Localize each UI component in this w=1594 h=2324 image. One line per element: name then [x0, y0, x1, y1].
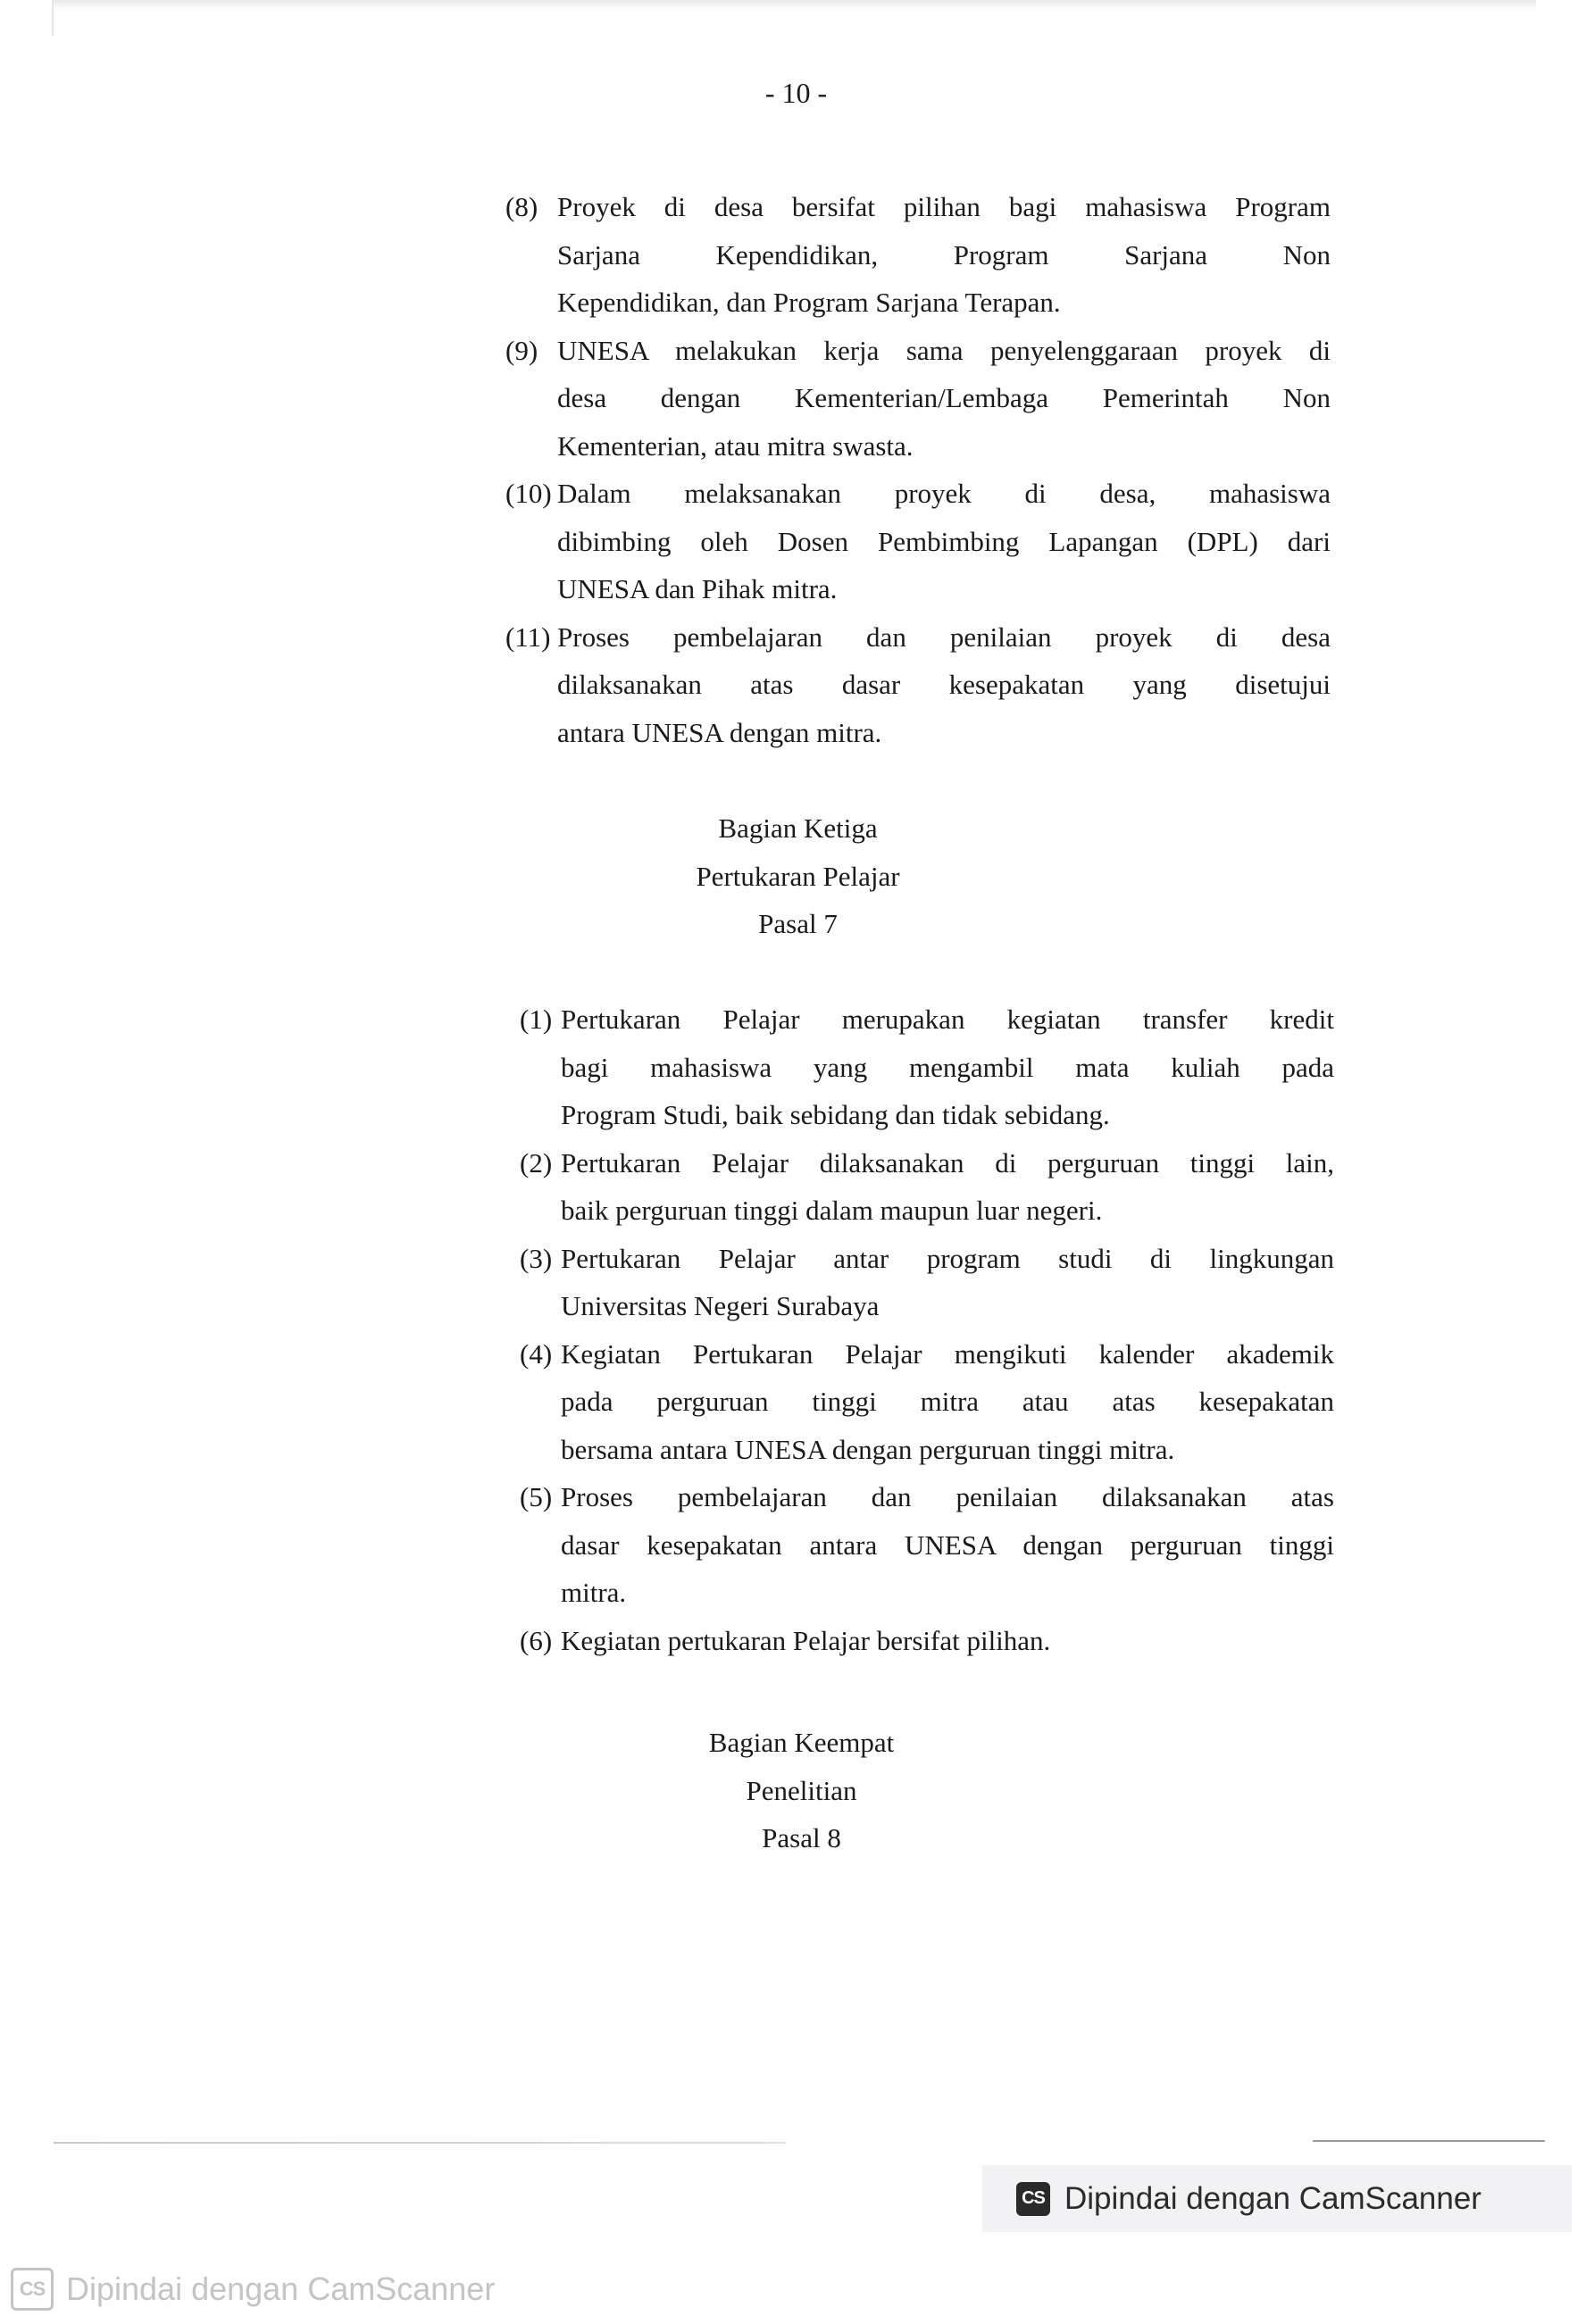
item-text-line: Kependidikan, dan Program Sarjana Terapan. [557, 287, 1061, 318]
item-text-line: UNESA dan Pihak mitra. [557, 573, 838, 604]
item-text [557, 613, 1331, 757]
item-text [561, 995, 1334, 1139]
item-text [561, 1235, 1334, 1330]
item-text-line: Universitas Negeri Surabaya [561, 1290, 880, 1321]
item-number: (9) [505, 334, 538, 366]
heading-part: Bagian Ketiga [718, 812, 878, 844]
list-item [520, 1139, 1334, 1235]
page-number: - 10 - [764, 77, 828, 109]
page-top-edge [54, 0, 1536, 9]
item-text [557, 470, 1331, 613]
item-text-line: UNESA melakukan kerja sama penyelenggaraan proyek di [557, 334, 1331, 366]
heading-article: Pasal 8 [762, 1822, 841, 1853]
heading-bagian-keempat [0, 1719, 1594, 1862]
item-number: (1) [520, 1004, 553, 1035]
list-item [505, 183, 1331, 327]
item-text-line: bagi mahasiswa yang mengambil mata kuliah pada [561, 1051, 1334, 1083]
item-text-line: dibimbing oleh Dosen Pembimbing Lapangan (DPL) dari [557, 525, 1331, 557]
item-text-line: Program Studi, baik sebidang dan tidak sebidang. [561, 1099, 1110, 1130]
camscanner-watermark-text: Dipindai dengan CamScanner [1064, 2180, 1481, 2216]
list-item [520, 995, 1334, 1139]
item-text-line: Sarjana Kependidikan, Program Sarjana Non [557, 238, 1331, 271]
item-text-line: baik perguruan tinggi dalam maupun luar negeri. [561, 1195, 1103, 1226]
section-proyek-desa [505, 183, 1331, 756]
item-number: (10) [505, 478, 552, 509]
page-bottom-edge-left [54, 2142, 786, 2144]
item-text-line: Proses pembelajaran dan penilaian dilaksanakan atas [561, 1481, 1334, 1512]
item-text-line: Pertukaran Pelajar dilaksanakan di perguruan tinggi lain, [561, 1146, 1334, 1179]
item-text-line: mitra. [561, 1577, 627, 1608]
item-text-line: pada perguruan tinggi mitra atau atas kesepakatan [561, 1386, 1334, 1417]
heading-bagian-ketiga [0, 804, 1594, 948]
item-text-line: dasar kesepakatan antara UNESA dengan perguruan tinggi [561, 1529, 1334, 1561]
item-text-line: Dalam melaksanakan proyek di desa, mahasiswa [557, 478, 1331, 509]
item-text-line: Kegiatan pertukaran Pelajar bersifat pilihan. [561, 1624, 1051, 1656]
item-number: (4) [520, 1337, 553, 1370]
camscanner-corner-logo-icon: CS [11, 2268, 54, 2311]
item-text-line: Pertukaran Pelajar antar program studi di lingkungan [561, 1242, 1334, 1274]
list-item [505, 470, 1331, 613]
item-text-line: antara UNESA dengan mitra. [557, 716, 882, 748]
item-text [561, 1617, 1334, 1665]
heading-article: Pasal 7 [758, 908, 838, 939]
item-text-line: Proses pembelajaran dan penilaian proyek di desa [557, 621, 1331, 653]
camscanner-corner-text: Dipindai dengan CamScanner [66, 2270, 496, 2307]
item-text-line: Pertukaran Pelajar merupakan kegiatan transfer kredit [561, 1004, 1334, 1035]
list-item [505, 613, 1331, 757]
list-item [520, 1617, 1334, 1665]
section-pertukaran-pelajar [520, 995, 1334, 1664]
item-text [557, 183, 1331, 327]
item-text-line: Proyek di desa bersifat pilihan bagi mahasiswa Program [557, 191, 1331, 222]
item-number: (8) [505, 191, 538, 222]
item-text-line: dilaksanakan atas dasar kesepakatan yang disetujui [557, 669, 1331, 700]
item-text-line: desa dengan Kementerian/Lembaga Pemerintah Non [557, 382, 1331, 413]
item-text [557, 327, 1331, 471]
heading-title: Pertukaran Pelajar [696, 860, 900, 892]
camscanner-logo-icon: CS [1016, 2182, 1050, 2216]
page-bottom-edge-right [1313, 2140, 1545, 2142]
item-number: (11) [505, 621, 551, 653]
item-number: (2) [520, 1146, 553, 1179]
heading-title: Penelitian [746, 1774, 857, 1806]
list-item [520, 1473, 1334, 1617]
camscanner-corner-watermark [11, 2268, 495, 2311]
list-item [520, 1330, 1334, 1474]
item-text-line: Kegiatan Pertukaran Pelajar mengikuti kalender akademik [561, 1337, 1334, 1370]
item-text [561, 1330, 1334, 1474]
item-number: (3) [520, 1242, 553, 1274]
list-item [520, 1235, 1334, 1330]
item-number: (6) [520, 1624, 553, 1656]
item-text [561, 1139, 1334, 1235]
page-left-edge [52, 0, 54, 36]
item-text [561, 1473, 1334, 1617]
item-text-line: Kementerian, atau mitra swasta. [557, 429, 914, 462]
item-text-line: bersama antara UNESA dengan perguruan tinggi mitra. [561, 1433, 1175, 1465]
item-number: (5) [520, 1481, 553, 1512]
camscanner-watermark [982, 2165, 1572, 2232]
heading-part: Bagian Keempat [708, 1727, 895, 1758]
list-item [505, 327, 1331, 471]
